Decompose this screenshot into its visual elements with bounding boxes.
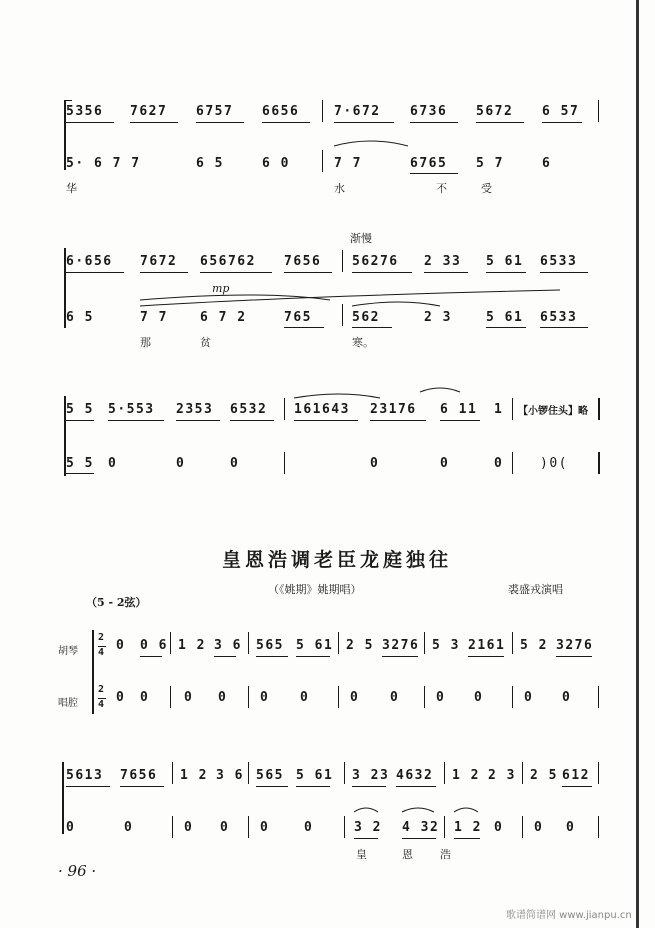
note-group: 5 61 bbox=[296, 638, 334, 653]
part-label-instrument: 胡琴 bbox=[58, 646, 78, 657]
note-group: 4 32 bbox=[402, 820, 440, 835]
note-group: 161643 bbox=[294, 402, 350, 417]
note-group: 1 2 bbox=[454, 820, 482, 835]
note-group: 6736 bbox=[410, 104, 448, 119]
note-group: 5 61 bbox=[486, 310, 524, 325]
note-group: 7 7 bbox=[140, 310, 168, 325]
note-group: 4632 bbox=[396, 768, 434, 783]
lyric: 恩 bbox=[402, 848, 413, 861]
note-group: 2 5 bbox=[530, 768, 558, 783]
time-signature-bottom: 4 bbox=[98, 647, 106, 658]
note-group: 0 bbox=[350, 690, 360, 705]
note-group: 0 bbox=[304, 820, 314, 835]
note-group: 0 bbox=[116, 638, 126, 653]
note-group: 765 bbox=[284, 310, 312, 325]
note-group: 0 bbox=[566, 820, 576, 835]
lyric: 贫 bbox=[200, 336, 211, 349]
lyric: 不受 bbox=[436, 182, 526, 195]
rest-marks: )0( bbox=[540, 456, 568, 471]
note-group: 0 bbox=[440, 456, 450, 471]
lyric: 那 bbox=[140, 336, 151, 349]
key-signature: （5 - 2弦） bbox=[86, 596, 147, 609]
note-group: 562 bbox=[352, 310, 380, 325]
dynamic-marking: mp bbox=[212, 282, 230, 295]
note-group: 0 bbox=[218, 690, 228, 705]
note-group: 56276 bbox=[352, 254, 399, 269]
song-source: （《姚期》姚期唱） bbox=[268, 583, 362, 596]
lyric: 浩 bbox=[440, 848, 451, 861]
note-group: 1 bbox=[494, 402, 504, 417]
note-group: 6533 bbox=[540, 310, 578, 325]
lyric: 寒。 bbox=[352, 336, 374, 349]
note-group: 5 61 bbox=[486, 254, 524, 269]
note-group: 0 bbox=[116, 690, 126, 705]
note-group: 23176 bbox=[370, 402, 417, 417]
note-group: 2 3 bbox=[424, 310, 452, 325]
watermark: 歌谱简谱网 www.jianpu.cn bbox=[506, 910, 632, 921]
note-group: 5·553 bbox=[108, 402, 155, 417]
note-group: 2 3 bbox=[488, 768, 516, 783]
note-group: 6656 bbox=[262, 104, 300, 119]
note-group: 2 33 bbox=[424, 254, 462, 269]
note-group: 5· 6 7 7 bbox=[66, 156, 141, 171]
note-group: 0 bbox=[230, 456, 240, 471]
note-group: 565 bbox=[256, 638, 284, 653]
note-group: 0 bbox=[220, 820, 230, 835]
note-group: 0 bbox=[124, 820, 134, 835]
note-group: 2161 bbox=[468, 638, 506, 653]
note-group: 3 2 bbox=[354, 820, 382, 835]
page-number: · 96 · bbox=[58, 862, 97, 880]
note-group: 5356 bbox=[66, 104, 104, 119]
note-group: 5 5 bbox=[66, 456, 94, 471]
note-group: 6·656 bbox=[66, 254, 113, 269]
song-title: 皇恩浩调老臣龙庭独往 bbox=[222, 549, 453, 571]
note-group: 5672 bbox=[476, 104, 514, 119]
note-group: 0 bbox=[184, 690, 194, 705]
note-group: 0 bbox=[534, 820, 544, 835]
note-group: 7672 bbox=[140, 254, 178, 269]
note-group: 3 6 bbox=[214, 638, 242, 653]
tempo-marking: 渐慢 bbox=[350, 232, 372, 245]
note-group: 3276 bbox=[382, 638, 420, 653]
note-group: 0 6 bbox=[140, 638, 168, 653]
note-group: 0 bbox=[108, 456, 118, 471]
note-group: 2 5 bbox=[346, 638, 374, 653]
note-group: 3276 bbox=[556, 638, 594, 653]
note-group: 0 bbox=[494, 456, 504, 471]
note-group: 7627 bbox=[130, 104, 168, 119]
time-signature-top: 2 bbox=[98, 632, 106, 643]
note-group: 0 bbox=[370, 456, 380, 471]
time-signature-bottom: 4 bbox=[98, 699, 106, 710]
note-group: 5 2 bbox=[520, 638, 548, 653]
note-group: 5 61 bbox=[296, 768, 334, 783]
note-group: 6 0 bbox=[262, 156, 290, 171]
note-group: 5 7 bbox=[476, 156, 504, 171]
note-group: 0 bbox=[260, 690, 270, 705]
note-group: 0 bbox=[66, 820, 76, 835]
lyric: 皇 bbox=[356, 848, 367, 861]
note-group: 6 5 bbox=[66, 310, 94, 325]
note-group: 5613 bbox=[66, 768, 104, 783]
note-group: 0 bbox=[390, 690, 400, 705]
note-group: 0 bbox=[474, 690, 484, 705]
note-group: 1 2 bbox=[180, 768, 208, 783]
note-group: 7·672 bbox=[334, 104, 381, 119]
note-group: 6 11 bbox=[440, 402, 478, 417]
note-group: 6 57 bbox=[542, 104, 580, 119]
lyric: 华 bbox=[66, 182, 77, 195]
part-label-voice: 唱腔 bbox=[58, 698, 78, 709]
note-group: 5 5 bbox=[66, 402, 94, 417]
note-group: 6757 bbox=[196, 104, 234, 119]
note-group: 1 2 bbox=[452, 768, 480, 783]
note-group: 7 7 bbox=[334, 156, 362, 171]
note-group: 1 2 bbox=[178, 638, 206, 653]
note-group: 0 bbox=[176, 456, 186, 471]
note-group: 0 bbox=[436, 690, 446, 705]
note-group: 565 bbox=[256, 768, 284, 783]
note-group: 6 bbox=[542, 156, 552, 171]
note-group: 6533 bbox=[540, 254, 578, 269]
note-group: 2353 bbox=[176, 402, 214, 417]
bracket-annotation: 【小锣住头】略 bbox=[518, 406, 588, 417]
lyric: 水 bbox=[334, 182, 345, 195]
note-group: 0 bbox=[184, 820, 194, 835]
note-group: 3 23 bbox=[352, 768, 390, 783]
note-group: 0 bbox=[140, 690, 150, 705]
note-group: 656762 bbox=[200, 254, 256, 269]
note-group: 7656 bbox=[120, 768, 158, 783]
note-group: 0 bbox=[300, 690, 310, 705]
note-group: 0 bbox=[524, 690, 534, 705]
note-group: 6 5 bbox=[196, 156, 224, 171]
note-group: 0 bbox=[562, 690, 572, 705]
note-group: 6532 bbox=[230, 402, 268, 417]
note-group: 0 bbox=[494, 820, 504, 835]
note-group: 5 3 bbox=[432, 638, 460, 653]
note-group: 0 bbox=[260, 820, 270, 835]
time-signature-top: 2 bbox=[98, 684, 106, 695]
note-group: 3 6 bbox=[216, 768, 244, 783]
note-group: 6 7 2 bbox=[200, 310, 247, 325]
note-group: 6765 bbox=[410, 156, 448, 171]
performer: 裘盛戎演唱 bbox=[508, 583, 563, 596]
note-group: 612 bbox=[562, 768, 590, 783]
note-group: 7656 bbox=[284, 254, 322, 269]
